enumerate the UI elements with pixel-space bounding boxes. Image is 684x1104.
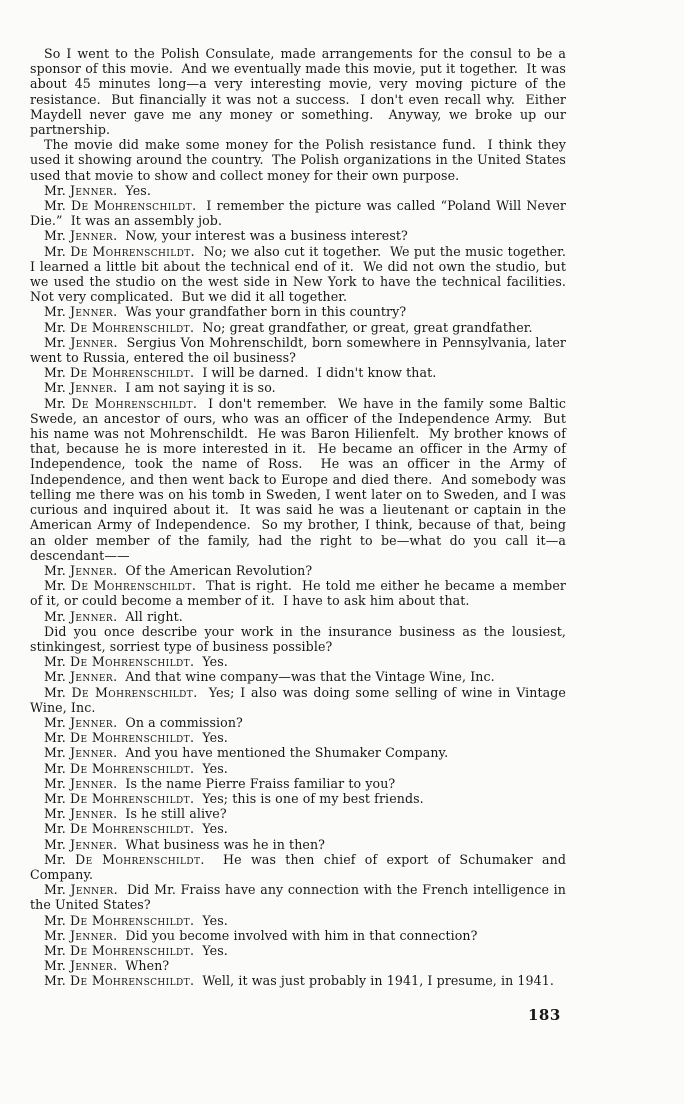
- speaker-honorific: Mr.: [44, 669, 66, 685]
- transcript-paragraph: Mr. Jenner. Did Mr. Fraiss have any connection with the French intelligence in the United States?: [30, 882, 571, 913]
- speaker-honorific: Mr.: [44, 198, 66, 214]
- speaker-honorific: Mr.: [44, 228, 66, 244]
- speaker-smallcaps: Jenner: [69, 958, 114, 974]
- paragraph-text: Sergius Von Mohrenschildt, born somewhere in Pennsylvania, later went to Russia, entered the oil business?: [30, 334, 571, 366]
- transcript-paragraph: Mr. Jenner. When?: [44, 958, 170, 974]
- paragraph-text: I remember the picture was called “Poland Will Never Die.” It was an assembly job.: [30, 198, 571, 229]
- speaker-name: [44, 852, 200, 867]
- speaker-smallcaps: Jenner: [69, 927, 114, 943]
- paragraph-text: Was your grandfather born in this country?: [125, 304, 407, 320]
- speaker-smallcaps: Jenner: [69, 228, 114, 244]
- paragraph-text: Yes.: [202, 912, 228, 928]
- paragraph-text: Did Mr. Fraiss have any connection with the French intelligence in the United States?: [30, 882, 571, 913]
- speaker-name: [44, 761, 190, 776]
- speaker-smallcaps: Jenner: [69, 380, 114, 396]
- speaker-name: [44, 958, 113, 973]
- speaker-honorific: Mr.: [44, 608, 66, 624]
- speaker-honorific: Mr.: [44, 836, 66, 852]
- speaker-honorific: Mr.: [44, 654, 66, 670]
- paragraph-text: I will be darned. I didn't know that.: [202, 365, 437, 381]
- paragraph-text: Yes.: [202, 730, 228, 746]
- speaker-name: [44, 715, 113, 730]
- speaker-smallcaps: De Mohrenschildt: [69, 319, 191, 335]
- speaker-smallcaps: De Mohrenschildt: [70, 578, 192, 594]
- speaker-name: [44, 198, 192, 213]
- transcript-paragraph: Mr. De Mohrenschildt. Yes.: [44, 760, 228, 776]
- speaker-honorific: Mr.: [44, 684, 66, 700]
- speaker-name: [44, 928, 113, 943]
- speaker-honorific: Mr.: [44, 912, 66, 928]
- transcript-paragraph: Mr. De Mohrenschildt. Yes.: [44, 654, 228, 670]
- transcript-paragraph: Mr. De Mohrenschildt. Yes; this is one of my best friends.: [44, 790, 424, 806]
- speaker-honorific: Mr.: [44, 942, 66, 958]
- paragraph-text: Is he still alive?: [125, 806, 227, 822]
- transcript-paragraph: Mr. De Mohrenschildt. No; we also cut it together. We put the music together. I learned a little bit about the technical end of it. We did not own the studio, but we used the studio on the west side in New York to have the technical facilities. Not very complicated. But we did it all together.: [30, 243, 575, 305]
- speaker-honorific: Mr.: [44, 806, 66, 822]
- transcript-paragraph: Mr. Jenner. On a commission?: [44, 714, 243, 730]
- speaker-honorific: Mr.: [44, 790, 66, 806]
- transcript-paragraph: Mr. Jenner. All right.: [44, 608, 183, 624]
- paragraph-text: That is right. He told me either he became a member of it, or could become a member of it. I have to ask him about that.: [30, 578, 571, 609]
- speaker-name: [44, 882, 114, 897]
- speaker-name: [44, 654, 190, 669]
- speaker-name: [44, 669, 113, 684]
- speaker-name: [44, 806, 113, 821]
- speaker-honorific: Mr.: [44, 882, 66, 898]
- paragraph-text: Yes; this is one of my best friends.: [202, 790, 424, 806]
- transcript-paragraph: Mr. De Mohrenschildt. Yes.: [44, 821, 228, 837]
- paragraph-text: Did you once describe your work in the insurance business as the lousiest, stinkingest, sorriest type of business possible?: [30, 623, 571, 654]
- speaker-smallcaps: De Mohrenschildt: [69, 654, 191, 670]
- paragraph-text: No; great grandfather, or great, great grandfather.: [202, 319, 533, 335]
- speaker-smallcaps: Jenner: [69, 182, 114, 198]
- speaker-honorific: Mr.: [44, 745, 66, 761]
- paragraph-text: Now, your interest was a business interest?: [125, 228, 408, 244]
- transcript-paragraph: Mr. Jenner. Of the American Revolution?: [44, 562, 313, 578]
- speaker-smallcaps: De Mohrenschildt: [70, 198, 193, 214]
- speaker-honorific: Mr.: [44, 304, 66, 320]
- speaker-honorific: Mr.: [44, 760, 66, 776]
- speaker-smallcaps: Jenner: [69, 562, 114, 578]
- paragraph-text: He was then chief of export of Schumaker and Company.: [30, 851, 571, 882]
- speaker-smallcaps: Jenner: [69, 304, 114, 320]
- speaker-smallcaps: Jenner: [69, 608, 114, 624]
- speaker-name: [44, 228, 113, 243]
- paragraph-text: Well, it was just probably in 1941, I presume, in 1941.: [202, 973, 554, 989]
- speaker-smallcaps: De Mohrenschildt: [69, 365, 191, 381]
- speaker-honorific: Mr.: [44, 851, 66, 867]
- transcript-paragraph: Mr. De Mohrenschildt. He was then chief of export of Schumaker and Company.: [30, 851, 571, 882]
- speaker-name: [44, 791, 190, 806]
- transcript-paragraph: [30, 46, 571, 138]
- speaker-name: [44, 913, 190, 928]
- transcript-paragraph: Mr. De Mohrenschildt. No; great grandfather, or great, great grandfather.: [44, 319, 533, 335]
- speaker-smallcaps: De Mohrenschildt: [69, 821, 191, 837]
- speaker-honorific: Mr.: [44, 365, 66, 381]
- paragraph-text: On a commission?: [125, 714, 243, 730]
- speaker-name: [44, 365, 190, 380]
- speaker-name: [44, 973, 190, 988]
- paragraph-text: Yes.: [202, 760, 228, 776]
- speaker-smallcaps: De Mohrenschildt: [69, 790, 191, 806]
- speaker-smallcaps: Jenner: [69, 745, 114, 761]
- speaker-name: [44, 578, 192, 593]
- speaker-honorific: Mr.: [44, 182, 66, 198]
- paragraph-text: Of the American Revolution?: [125, 562, 313, 578]
- speaker-name: [44, 730, 190, 745]
- transcript-paragraph: [30, 623, 571, 654]
- speaker-smallcaps: Jenner: [70, 334, 114, 350]
- transcript-paragraph: [30, 137, 571, 183]
- paragraph-text: Yes.: [202, 821, 228, 837]
- speaker-honorific: Mr.: [44, 395, 66, 411]
- speaker-honorific: Mr.: [44, 714, 66, 730]
- speaker-smallcaps: De Mohrenschildt: [71, 684, 194, 700]
- transcript-paragraph: Mr. Jenner. Was your grandfather born in this country?: [44, 304, 407, 320]
- paragraph-text: So I went to the Polish Consulate, made arrangements for the consul to be a sponsor of this movie. And we eventually made this movie, put it together. It was about 45 minutes long—a very interesting movie, very moving picture of the resistance. But financially it was not a success. I don't even recall why. Either Maydell never gave me any money or something. Anyway, we broke up our partnership.: [30, 46, 571, 138]
- transcript-paragraph: Mr. De Mohrenschildt. Yes.: [44, 942, 228, 958]
- speaker-honorific: Mr.: [44, 319, 66, 335]
- speaker-name: [44, 304, 113, 319]
- transcript-paragraph: Mr. Jenner. And you have mentioned the Shumaker Company.: [44, 745, 449, 761]
- speaker-name: [44, 685, 193, 700]
- speaker-smallcaps: De Mohrenschildt: [69, 942, 191, 958]
- transcript-paragraph: Mr. De Mohrenschildt. Yes.: [44, 730, 228, 746]
- speaker-smallcaps: De Mohrenschildt: [71, 395, 193, 411]
- speaker-smallcaps: De Mohrenschildt: [69, 760, 191, 776]
- speaker-name: [44, 821, 190, 836]
- speaker-name: [44, 609, 113, 624]
- speaker-honorific: Mr.: [44, 973, 66, 989]
- transcript-paragraph: Mr. Jenner. Did you become involved with him in that connection?: [44, 927, 478, 943]
- speaker-name: [44, 776, 113, 791]
- speaker-name: [44, 837, 113, 852]
- speaker-honorific: Mr.: [44, 821, 66, 837]
- paragraph-text: Is the name Pierre Fraiss familiar to you?: [125, 775, 396, 791]
- speaker-name: [44, 183, 113, 198]
- transcript-paragraph: Mr. Jenner. I am not saying it is so.: [44, 380, 276, 396]
- transcript-paragraph: Mr. De Mohrenschildt. Well, it was just probably in 1941, I presume, in 1941.: [44, 973, 554, 989]
- speaker-smallcaps: Jenner: [69, 806, 114, 822]
- transcript-paragraph: Mr. Jenner. And that wine company—was that the Vintage Wine, Inc.: [44, 669, 495, 685]
- speaker-name: [44, 320, 190, 335]
- paragraph-text: Yes.: [202, 654, 228, 670]
- speaker-smallcaps: De Mohrenschildt: [69, 730, 191, 746]
- transcript-paragraph: Mr. De Mohrenschildt. Yes.: [44, 912, 228, 928]
- speaker-smallcaps: Jenner: [69, 775, 114, 791]
- speaker-name: [44, 380, 113, 395]
- speaker-honorific: Mr.: [44, 927, 66, 943]
- speaker-honorific: Mr.: [44, 334, 66, 350]
- speaker-honorific: Mr.: [44, 775, 66, 791]
- transcript-paragraph: Mr. Jenner. Is the name Pierre Fraiss familiar to you?: [44, 775, 396, 791]
- paragraph-text: I don't remember. We have in the family some Baltic Swede, an ancestor of ours, who was an officer of the Independence Army. But his name was not Mohrenschildt. He was Baron Hilienfelt. My brother knows of that, because he is more interested in it. He became an officer in the Army of Independence, took the name of Ross. He was an officer in the Army of Independence, and then went back to Europe and died there. And somebody was telling me there was on his tomb in Sweden, I went later on to Sweden, and I was curious and inquired about it. It was said he was a lieutenant or captain in the American Army of Independence. So my brother, I think, because of that, being an older member of the family, had the right to be—what do you call it—a descendant——: [30, 395, 571, 563]
- transcript-paragraph: Mr. De Mohrenschildt. That is right. He told me either he became a member of it, or could become a member of it. I have to ask him about that.: [30, 578, 571, 609]
- speaker-name: [44, 396, 193, 411]
- speaker-smallcaps: De Mohrenschildt: [70, 243, 191, 259]
- speaker-smallcaps: De Mohrenschildt: [69, 973, 191, 989]
- transcript-paragraph: Mr. Jenner. Sergius Von Mohrenschildt, born somewhere in Pennsylvania, later went to Russia, entered the oil business?: [30, 334, 571, 366]
- speaker-name: [44, 335, 113, 350]
- speaker-smallcaps: Jenner: [70, 882, 114, 898]
- speaker-smallcaps: Jenner: [69, 836, 114, 852]
- paragraph-text: I am not saying it is so.: [125, 380, 276, 396]
- paragraph-text: Did you become involved with him in that connection?: [125, 927, 478, 943]
- speaker-smallcaps: De Mohrenschildt: [69, 912, 191, 928]
- paragraph-text: No; we also cut it together. We put the music together. I learned a little bit about the technical end of it. We did not own the studio, but we used the studio on the west side in New York to have the technical facilities. Not very complicated. But we did it all together.: [30, 243, 575, 305]
- paragraph-text: What business was he in then?: [125, 836, 326, 852]
- speaker-honorific: Mr.: [44, 958, 66, 974]
- speaker-name: [44, 943, 190, 958]
- paragraph-text: Yes.: [125, 182, 151, 198]
- page-number: 183: [528, 1006, 561, 1024]
- transcript-paragraph: Mr. De Mohrenschildt. I don't remember. We have in the family some Baltic Swede, an ancestor of ours, who was an officer of the Independence Army. But his name was not Mohrenschildt. He was Baron Hilienfelt. My brother knows of that, because he is more interested in it. He became an officer in the Army of Independence, took the name of Ross. He was an officer in the Army of Independence, and then went back to Europe and died there. And somebody was telling me there was on his tomb in Sweden, I went later on to Sweden, and I was curious and inquired about it. It was said he was a lieutenant or captain in the American Army of Independence. So my brother, I think, because of that, being an older member of the family, had the right to be—what do you call it—a descendant——: [30, 395, 571, 563]
- transcript-paragraph: Mr. Jenner. Now, your interest was a business interest?: [44, 228, 408, 244]
- transcript-paragraph: Mr. De Mohrenschildt. Yes; I also was doing some selling of wine in Vintage Wine, Inc.: [30, 684, 571, 715]
- speaker-smallcaps: Jenner: [69, 669, 114, 685]
- speaker-honorific: Mr.: [44, 730, 66, 746]
- paragraph-text: Yes.: [202, 942, 228, 958]
- speaker-name: [44, 563, 113, 578]
- speaker-name: [44, 244, 191, 259]
- transcript-text: [30, 46, 575, 989]
- paragraph-text: When?: [125, 958, 170, 974]
- transcript-paragraph: Mr. Jenner. What business was he in then?: [44, 836, 326, 852]
- paragraph-text: Yes; I also was doing some selling of wine in Vintage Wine, Inc.: [30, 684, 571, 715]
- speaker-honorific: Mr.: [44, 380, 66, 396]
- paragraph-text: The movie did make some money for the Polish resistance fund. I think they used it showing around the country. The Polish organizations in the United States used that movie to show and collect money for their own purpose.: [30, 137, 571, 183]
- speaker-name: [44, 745, 113, 760]
- speaker-smallcaps: Jenner: [69, 714, 114, 730]
- paragraph-text: All right.: [125, 608, 183, 624]
- paragraph-text: And you have mentioned the Shumaker Company.: [125, 745, 449, 761]
- speaker-honorific: Mr.: [44, 562, 66, 578]
- transcript-paragraph: Mr. De Mohrenschildt. I will be darned. I didn't know that.: [44, 365, 437, 381]
- speaker-honorific: Mr.: [44, 578, 66, 594]
- speaker-honorific: Mr.: [44, 243, 66, 259]
- transcript-paragraph: Mr. De Mohrenschildt. I remember the picture was called “Poland Will Never Die.” It was an assembly job.: [30, 198, 571, 229]
- transcript-paragraph: Mr. Jenner. Yes.: [44, 182, 151, 198]
- paragraph-text: And that wine company—was that the Vintage Wine, Inc.: [125, 669, 495, 685]
- speaker-smallcaps: De Mohrenschildt: [75, 851, 201, 867]
- transcript-paragraph: Mr. Jenner. Is he still alive?: [44, 806, 227, 822]
